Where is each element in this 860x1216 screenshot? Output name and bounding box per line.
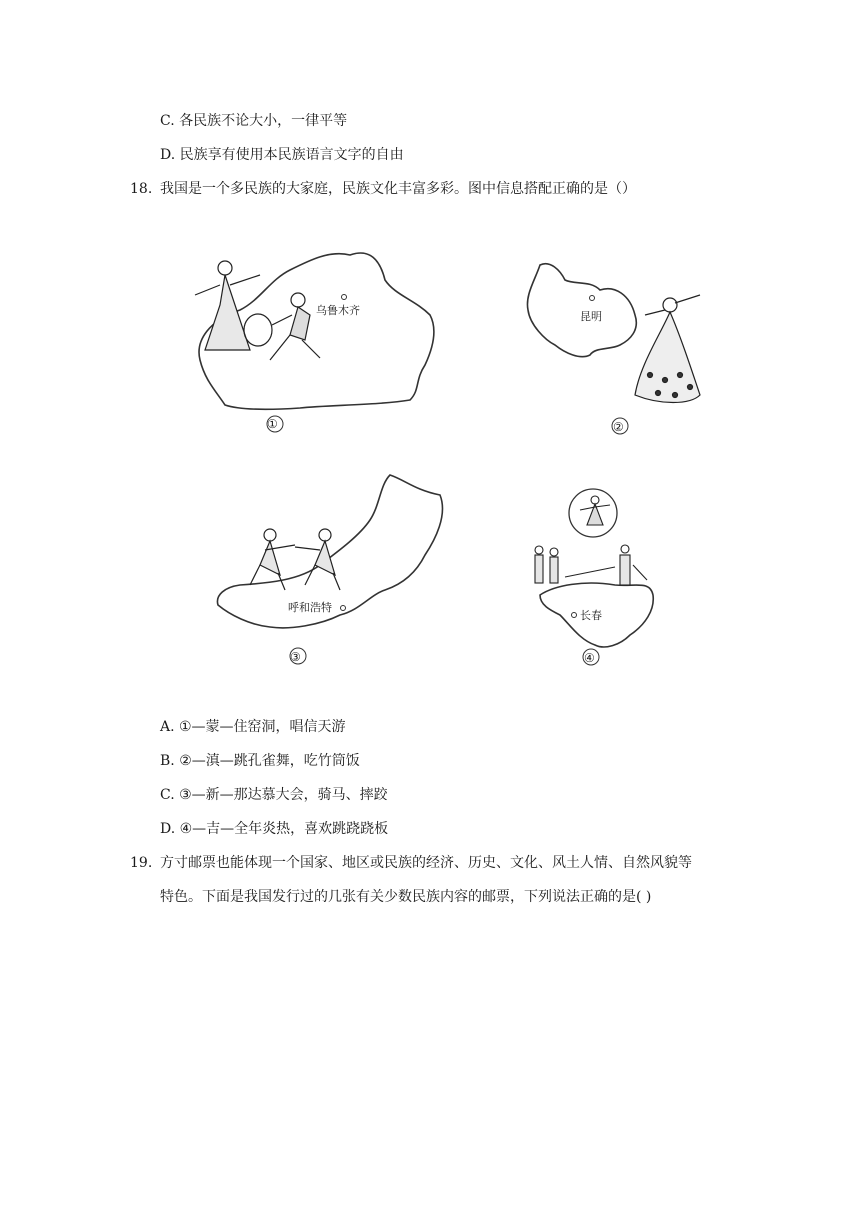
q18-option-b: B. ②—滇—跳孔雀舞，吃竹筒饭 <box>160 753 360 769</box>
map-number-label: ④ <box>584 651 595 665</box>
inner-mongolia-map-outline <box>210 465 450 670</box>
map-city-label: 呼和浩特 <box>288 601 332 614</box>
map-figure-jilin <box>525 485 660 670</box>
map-figure-xinjiang <box>180 240 440 440</box>
q18-option-a: A. ①—蒙—住窑洞，唱信天游 <box>160 719 346 735</box>
q18-number: 18. <box>130 181 153 197</box>
q17-option-c: C. 各民族不论大小，一律平等 <box>160 113 348 129</box>
map-number-label: ① <box>267 417 278 431</box>
q17-option-d: D. 民族享有使用本民族语言文字的自由 <box>160 147 404 163</box>
map-figure-yunnan <box>520 255 710 440</box>
map-city-label: 昆明 <box>580 310 602 323</box>
yunnan-map-outline <box>520 255 710 440</box>
map-number-label: ③ <box>290 650 301 664</box>
q19-number: 19. <box>130 855 153 871</box>
xinjiang-map-outline <box>180 240 440 440</box>
map-number-label: ② <box>613 420 624 434</box>
q18-option-c: C. ③—新—那达慕大会，骑马、摔跤 <box>160 787 388 803</box>
jilin-map-outline <box>525 485 660 670</box>
q18-option-d: D. ④—吉—全年炎热，喜欢跳跷跷板 <box>160 821 389 837</box>
q19-stem-line2: 特色。下面是我国发行过的几张有关少数民族内容的邮票，下列说法正确的是( ) <box>160 889 652 905</box>
map-city-label: 乌鲁木齐 <box>316 304 360 317</box>
map-city-label: 长春 <box>580 609 602 622</box>
q19-stem-line1: 方寸邮票也能体现一个国家、地区或民族的经济、历史、文化、风土人情、自然风貌等 <box>160 855 692 871</box>
q18-stem: 我国是一个多民族的大家庭，民族文化丰富多彩。图中信息搭配正确的是（） <box>160 181 636 197</box>
map-figure-inner-mongolia <box>210 465 450 670</box>
